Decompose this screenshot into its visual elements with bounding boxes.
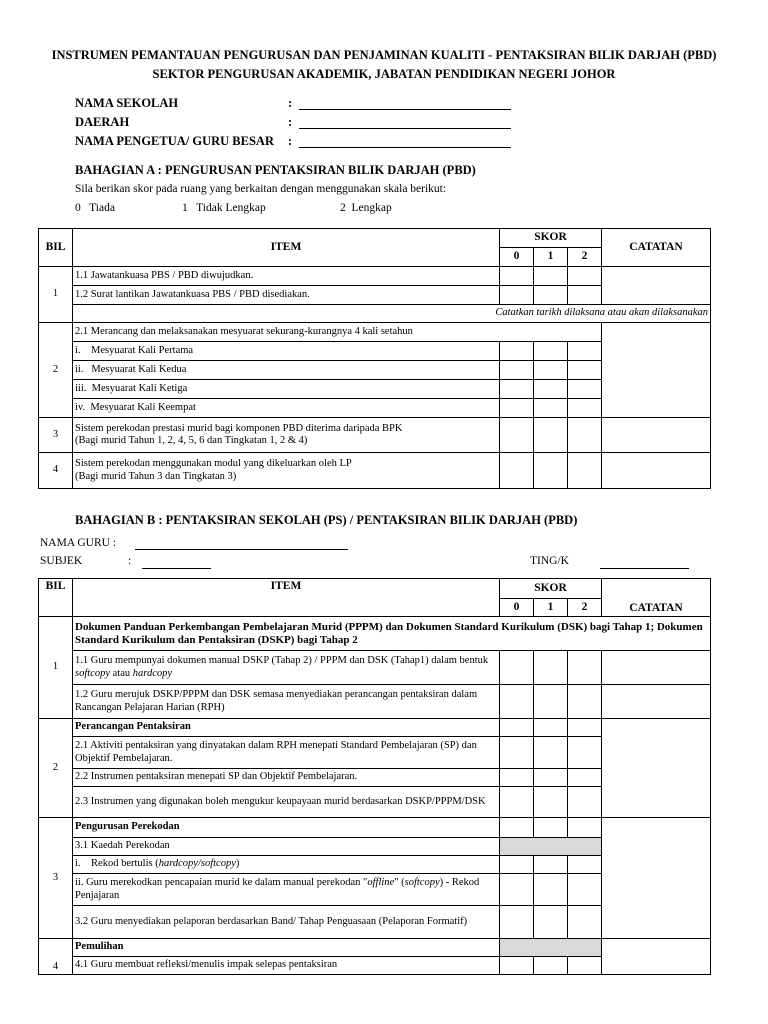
scale-2: 2 Lengkap xyxy=(340,202,392,214)
nama-pengetua-field[interactable] xyxy=(299,147,511,148)
score-cell-0[interactable] xyxy=(500,874,534,906)
catatan-note: Catatkan tarikh dilaksana atau akan dilaksanakan xyxy=(73,305,711,323)
col-bil-header: BIL xyxy=(39,579,73,617)
table-row xyxy=(39,651,711,685)
nama-guru-field[interactable] xyxy=(135,549,348,550)
col-0-header: 0 xyxy=(500,599,534,617)
table-row xyxy=(39,719,711,737)
section-b-table xyxy=(38,578,711,975)
score-cell-0[interactable] xyxy=(500,453,534,489)
catatan-cell[interactable] xyxy=(602,323,711,418)
col-catatan-header: CATATAN xyxy=(602,229,711,267)
col-skor-header: SKOR xyxy=(500,229,602,248)
score-cell-1[interactable] xyxy=(534,856,568,874)
score-cell-0[interactable] xyxy=(500,769,534,787)
item-text: 2.1 Merancang dan melaksanakan mesyuarat sekurang-kurangnya 4 kali setahun xyxy=(73,323,602,342)
score-cell-2[interactable] xyxy=(568,651,602,685)
score-cell-2[interactable] xyxy=(568,267,602,286)
col-skor-header: SKOR xyxy=(500,579,602,599)
score-cell-0[interactable] xyxy=(500,399,534,418)
col-1-header: 1 xyxy=(534,248,568,267)
score-cell-2[interactable] xyxy=(568,453,602,489)
score-cell-2[interactable] xyxy=(568,957,602,975)
score-cell-0[interactable] xyxy=(500,651,534,685)
table-row xyxy=(39,685,711,719)
item-text: i. Mesyuarat Kali Pertama xyxy=(73,342,500,361)
shaded-cell xyxy=(500,838,602,856)
daerah-label: DAERAH xyxy=(75,115,130,129)
item-text: 3.2 Guru menyediakan pelaporan berdasarkan Band/ Tahap Penguasaan (Pelaporan Formatif) xyxy=(73,906,500,939)
item-text: 2.1 Aktiviti pentaksiran yang dinyatakan dalam RPH menepati Standard Pembelajaran (SP) dan Objektif Pembelajaran. xyxy=(73,737,500,769)
section-a-instruction: Sila berikan skor pada ruang yang berkaitan dengan menggunakan skala berikut: xyxy=(75,183,447,195)
table-row xyxy=(39,939,711,957)
score-cell-1[interactable] xyxy=(534,453,568,489)
section-b-heading: BAHAGIAN B : PENTAKSIRAN SEKOLAH (PS) / PENTAKSIRAN BILIK DARJAH (PBD) xyxy=(75,513,578,527)
item-text xyxy=(73,856,500,874)
nama-guru-label: NAMA GURU : xyxy=(40,537,117,549)
score-cell-0[interactable] xyxy=(500,380,534,399)
item-heading: Perancangan Pentaksiran xyxy=(73,719,500,737)
document-title: INSTRUMEN PEMANTAUAN PENGURUSAN DAN PENJAMINAN KUALITI - PENTAKSIRAN BILIK DARJAH (PBD) xyxy=(51,48,717,62)
item-text: 4.1 Guru membuat refleksi/menulis impak selepas pentaksiran xyxy=(73,957,500,975)
item-text: 3.1 Kaedah Perekodan xyxy=(73,838,500,856)
table-row xyxy=(39,617,711,651)
score-cell-0[interactable] xyxy=(500,787,534,818)
score-cell-2[interactable] xyxy=(568,856,602,874)
score-cell-2[interactable] xyxy=(568,399,602,418)
item-text-part: softcopy xyxy=(75,667,110,679)
item-text-part: offline xyxy=(367,877,395,889)
row-bil: 3 xyxy=(39,418,73,453)
score-cell-2[interactable] xyxy=(568,737,602,769)
col-2-header: 2 xyxy=(568,599,602,617)
score-cell-1[interactable] xyxy=(534,286,568,305)
score-cell-1[interactable] xyxy=(534,418,568,453)
score-cell-1[interactable] xyxy=(534,737,568,769)
catatan-cell[interactable] xyxy=(602,267,711,305)
nama-pengetua-label: NAMA PENGETUA/ GURU BESAR xyxy=(75,134,274,148)
item-text xyxy=(73,418,500,453)
score-cell-0[interactable] xyxy=(500,957,534,975)
ting-field[interactable] xyxy=(600,568,689,569)
daerah-field[interactable] xyxy=(299,128,511,129)
col-1-header: 1 xyxy=(534,599,568,617)
col-catatan-header: CATATAN xyxy=(602,579,711,617)
item-heading: Pengurusan Perekodan xyxy=(73,818,500,838)
item-text: 2.2 Instrumen pentaksiran menepati SP dan Objektif Pembelajaran. xyxy=(73,769,500,787)
score-cell-0[interactable] xyxy=(500,685,534,719)
row-bil: 4 xyxy=(39,939,73,975)
subjek-colon: : xyxy=(128,555,132,567)
item-line: Sistem perekodan menggunakan modul yang dikeluarkan oleh LP xyxy=(75,458,352,470)
score-cell-1[interactable] xyxy=(534,874,568,906)
score-cell-0[interactable] xyxy=(500,906,534,939)
score-cell-1[interactable] xyxy=(534,380,568,399)
score-cell-2[interactable] xyxy=(568,286,602,305)
score-cell-1[interactable] xyxy=(534,957,568,975)
nama-sekolah-label: NAMA SEKOLAH xyxy=(75,96,179,110)
section-a-heading: BAHAGIAN A : PENGURUSAN PENTAKSIRAN BILIK DARJAH (PBD) xyxy=(75,163,476,177)
score-cell-1[interactable] xyxy=(534,685,568,719)
score-cell-1[interactable] xyxy=(534,769,568,787)
score-cell-1[interactable] xyxy=(534,267,568,286)
score-cell-2[interactable] xyxy=(568,906,602,939)
score-cell-2[interactable] xyxy=(568,342,602,361)
document-subtitle: SEKTOR PENGURUSAN AKADEMIK, JABATAN PENDIDIKAN NEGERI JOHOR xyxy=(152,67,616,81)
col-item-header: ITEM xyxy=(73,579,500,617)
subjek-label: SUBJEK xyxy=(40,555,83,567)
item-text: iv. Mesyuarat Kali Keempat xyxy=(73,399,500,418)
score-cell-1[interactable] xyxy=(534,906,568,939)
table-row xyxy=(39,418,711,453)
score-cell-2[interactable] xyxy=(568,361,602,380)
item-text-part: atau xyxy=(110,667,133,679)
catatan-cell[interactable] xyxy=(602,651,711,685)
colon: : xyxy=(288,115,293,129)
score-cell-2[interactable] xyxy=(568,685,602,719)
scale-1: 1 Tidak Lengkap xyxy=(182,202,266,214)
item-text: 2.3 Instrumen yang digunakan boleh mengukur keupayaan murid berdasarkan DSKP/PPPM/DSK xyxy=(73,787,500,818)
score-cell-1[interactable] xyxy=(534,787,568,818)
table-row xyxy=(39,305,711,323)
row-bil: 4 xyxy=(39,453,73,489)
item-text-part: hardcopy/softcopy xyxy=(158,858,236,870)
subjek-field[interactable] xyxy=(142,568,211,569)
catatan-cell[interactable] xyxy=(602,453,711,489)
row-bil: 3 xyxy=(39,818,73,939)
item-text xyxy=(73,651,500,685)
item-heading: Pemulihan xyxy=(73,939,500,957)
item-text-part: softcopy xyxy=(404,877,440,889)
score-cell-0[interactable] xyxy=(500,342,534,361)
item-text: 1.2 Surat lantikan Jawatankuasa PBS / PBD disediakan. xyxy=(73,286,500,305)
score-cell-1[interactable] xyxy=(534,651,568,685)
item-line: Sistem perekodan prestasi murid bagi komponen PBD diterima daripada BPK xyxy=(75,422,403,434)
scale-0: 0 Tiada xyxy=(75,202,115,214)
row-bil: 2 xyxy=(39,719,73,818)
catatan-cell[interactable] xyxy=(602,939,711,975)
row-bil: 2 xyxy=(39,323,73,418)
shaded-cell xyxy=(500,939,602,957)
score-cell-0[interactable] xyxy=(500,418,534,453)
score-cell-2[interactable] xyxy=(568,787,602,818)
item-text-part: i. Rekod bertulis ( xyxy=(75,858,159,870)
catatan-cell[interactable] xyxy=(602,418,711,453)
score-cell-0[interactable] xyxy=(500,267,534,286)
item-line: (Bagi murid Tahun 1, 2, 4, 5, 6 dan Tingkatan 1, 2 & 4) xyxy=(75,435,308,446)
score-cell-2[interactable] xyxy=(568,874,602,906)
item-text-part: ) xyxy=(235,858,240,870)
row-bil: 1 xyxy=(39,617,73,719)
item-text xyxy=(73,874,500,906)
score-cell-0[interactable] xyxy=(500,737,534,769)
catatan-cell[interactable] xyxy=(602,685,711,719)
score-cell-1[interactable] xyxy=(534,399,568,418)
item-text: 1.1 Jawatankuasa PBS / PBD diwujudkan. xyxy=(73,267,500,286)
item-text: iii. Mesyuarat Kali Ketiga xyxy=(73,380,500,399)
col-item-header: ITEM xyxy=(73,229,500,267)
item-text-part: ) - Rekod Penjajaran xyxy=(75,877,480,901)
score-cell-1[interactable] xyxy=(534,342,568,361)
score-cell-2[interactable] xyxy=(568,418,602,453)
item-text-part: 1.1 Guru mempunyai dokumen manual DSKP (Tahap 2) / PPPM dan DSK (Tahap1) dalam bentuk xyxy=(75,655,489,667)
score-cell-2[interactable] xyxy=(568,380,602,399)
table-row xyxy=(39,323,711,342)
nama-sekolah-field[interactable] xyxy=(299,109,511,110)
item-line: (Bagi murid Tahun 3 dan Tingkatan 3) xyxy=(75,470,237,482)
table-row xyxy=(39,818,711,838)
colon: : xyxy=(288,96,293,110)
col-0-header: 0 xyxy=(500,248,534,267)
item-text xyxy=(73,453,500,489)
score-cell-1[interactable] xyxy=(534,361,568,380)
section-a-table xyxy=(38,228,711,489)
ting-label: TING/K xyxy=(530,555,569,567)
score-cell-0[interactable] xyxy=(500,361,534,380)
item-text-part: hardcopy xyxy=(132,667,173,679)
catatan-cell[interactable] xyxy=(602,719,711,818)
table-row xyxy=(39,267,711,286)
table-row xyxy=(39,453,711,489)
colon: : xyxy=(288,134,293,148)
catatan-cell[interactable] xyxy=(602,818,711,939)
item-text: 1.2 Guru merujuk DSKP/PPPM dan DSK semasa menyediakan perancangan pentaksiran dalam Rancangan Pelajaran Harian (RPH) xyxy=(73,685,500,719)
col-bil-header: BIL xyxy=(39,229,73,267)
score-cell-0[interactable] xyxy=(500,286,534,305)
row-bil: 1 xyxy=(39,267,73,323)
item-heading: Dokumen Panduan Perkembangan Pembelajaran Murid (PPPM) dan Dokumen Standard Kurikulum (DSK) bagi Tahap 1; Dokumen Standard Kurikulum dan Pentaksiran (DSKP) bagi Tahap 2 xyxy=(73,617,711,651)
score-cell-2[interactable] xyxy=(568,769,602,787)
score-cell-0[interactable] xyxy=(500,856,534,874)
col-2-header: 2 xyxy=(568,248,602,267)
item-text-part: " ( xyxy=(394,877,405,889)
item-text-part: ii. Guru merekodkan pencapaian murid ke dalam manual perekodan " xyxy=(75,877,368,889)
item-text: ii. Mesyuarat Kali Kedua xyxy=(73,361,500,380)
